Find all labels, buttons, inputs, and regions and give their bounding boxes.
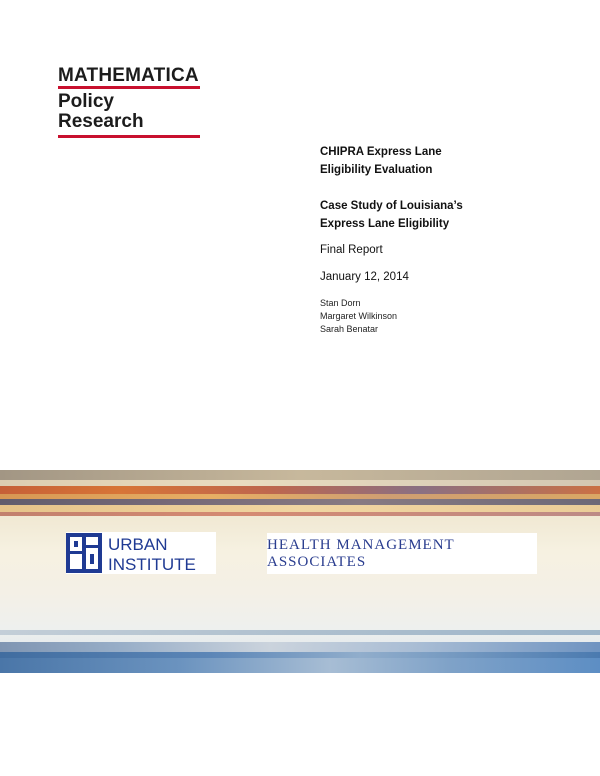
report-date: January 12, 2014 xyxy=(320,271,409,283)
report-title-line-1: Case Study of Louisiana’s xyxy=(320,200,463,212)
series-title-line-1: CHIPRA Express Lane xyxy=(320,146,442,158)
urban-line-1: URBAN xyxy=(108,535,168,554)
author-2: Margaret Wilkinson xyxy=(320,311,398,321)
logo-underline xyxy=(58,135,200,138)
hma-logo xyxy=(267,533,537,574)
title-block xyxy=(320,143,580,336)
report-title-line-2: Express Lane Eligibility xyxy=(320,218,450,230)
urban-line-2: INSTITUTE xyxy=(108,555,196,574)
urban-institute-logo xyxy=(66,532,216,574)
mathematica-logo xyxy=(58,66,200,138)
urban-institute-mark xyxy=(66,532,216,574)
logo-divider xyxy=(58,86,200,89)
logo-line-2: Policy Research xyxy=(58,91,144,132)
report-type: Final Report xyxy=(320,244,383,256)
author-1: Stan Dorn xyxy=(320,298,361,308)
author-3: Sarah Benatar xyxy=(320,324,379,334)
hma-name: HEALTH MANAGEMENT ASSOCIATES xyxy=(267,536,455,570)
series-title-line-2: Eligibility Evaluation xyxy=(320,164,433,176)
logo-line-1: MATHEMATICA xyxy=(58,65,199,86)
